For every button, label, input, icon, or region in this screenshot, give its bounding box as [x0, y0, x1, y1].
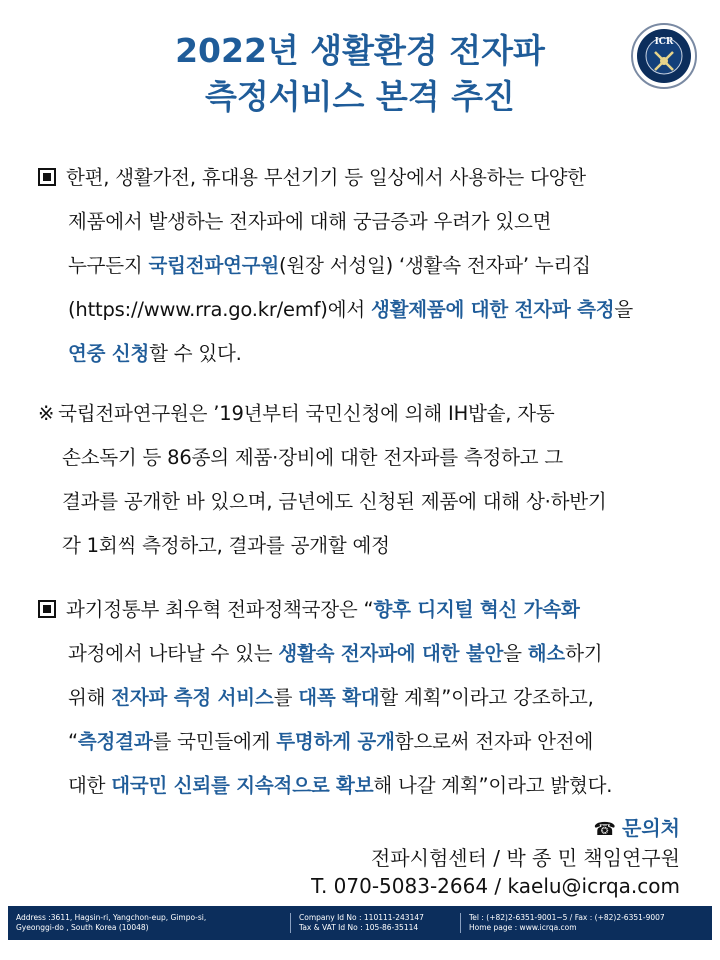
contact-title-row	[311, 814, 680, 844]
title-line-2: 측정서비스 본격 추진	[205, 77, 515, 116]
para1-line-2: 제품에서 발생하는 전자파에 대해 궁금증과 우려가 있으면	[68, 210, 552, 233]
para2-line-2: 손소독기 등 86종의 제품·장비에 대한 전자파를 측정하고 그	[62, 446, 564, 469]
footer-company-ids: Company Id No : 110111-243147 Tax & VAT Id No : 105-86-35114	[290, 913, 460, 933]
reference-mark-icon: ※	[38, 402, 55, 425]
para1-line-5: 연중 신청할 수 있다.	[68, 342, 242, 365]
paragraph-3	[38, 588, 612, 808]
footer-contact: Tel : (+82)2-6351-9001~5 / Fax : (+82)2-6351-9007 Home page : www.icrqa.com	[460, 913, 712, 933]
para3-line-5: 대한 대국민 신뢰를 지속적으로 확보해 나갈 계획”이라고 밝혔다.	[68, 774, 613, 797]
para2-line-3: 결과를 공개한 바 있으며, 금년에도 신청된 제품에 대해 상·하반기	[62, 490, 607, 513]
paragraph-2-note	[38, 392, 607, 568]
footer-bar	[8, 906, 712, 940]
para2-line-1: ※ 국립전파연구원은 ’19년부터 국민신청에 의해 IH밥솥, 자동	[38, 402, 555, 425]
para3-line-3: 위해 전자파 측정 서비스를 대폭 확대할 계획”이라고 강조하고,	[68, 686, 594, 709]
contact-person: 전파시험센터 / 박 종 민 책임연구원	[370, 846, 680, 870]
paragraph-1	[38, 156, 633, 376]
contact-title: 문의처	[622, 816, 680, 840]
square-bullet-icon	[38, 600, 56, 618]
para1-line-4: (https://www.rra.go.kr/emf)에서 생활제품에 대한 전자파 측정을	[68, 298, 634, 321]
para3-line-2: 과정에서 나타날 수 있는 생활속 전자파에 대한 불안을 해소하기	[68, 642, 603, 665]
para3-line-4: “측정결과를 국민들에게 투명하게 공개함으로써 전자파 안전에	[68, 730, 594, 753]
para2-line-4: 각 1회씩 측정하고, 결과를 공개할 예정	[62, 534, 390, 557]
phone-icon: ☎	[593, 819, 617, 840]
para3-line-1: 과기정통부 최우혁 전파정책국장은 “향후 디지털 혁신 가속화	[38, 588, 612, 632]
footer-address: Address :3611, Hagsin-ri, Yangchon-eup, Gimpo-si, Gyeonggi-do , South Korea (10048)	[16, 913, 207, 932]
para1-line-1: 한편, 생활가전, 휴대용 무선기기 등 일상에서 사용하는 다양한	[38, 156, 633, 200]
contact-info: T. 070-5083-2664 / kaelu@icrqa.com	[311, 874, 680, 898]
icr-logo	[630, 22, 698, 90]
page-title	[0, 28, 720, 120]
square-bullet-icon	[38, 168, 56, 186]
title-line-1: 2022년 생활환경 전자파	[175, 31, 545, 70]
contact-block	[311, 814, 680, 900]
para1-line-3: 누구든지 국립전파연구원(원장 서성일) ‘생활속 전자파’ 누리집	[68, 254, 591, 277]
logo-text: ICR	[654, 37, 674, 47]
